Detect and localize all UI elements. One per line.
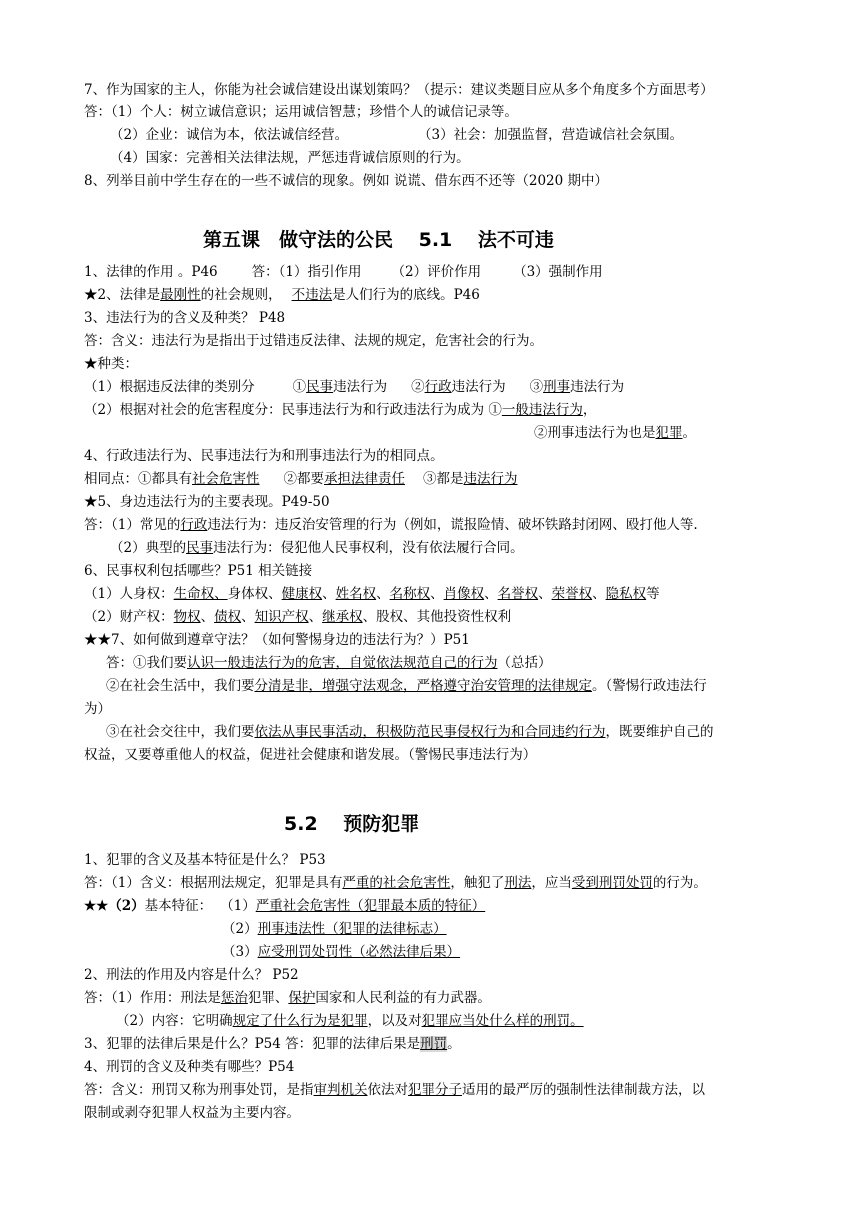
q7-title: 7、作为国家的主人，你能为社会诚信建设出谋划策吗？（提示：建议类题目应从多个角度多个方面思考）: [84, 82, 714, 98]
s52-line-3: ★★（2）基本特征： （1）严重社会危害性（犯罪最本质的特征）: [84, 898, 486, 914]
s51-line-18: 答：①我们要认识一般违法行为的危害，自觉依法规范自己的行为（总括）: [106, 655, 552, 671]
s51-line-20: 为）: [84, 701, 111, 717]
s51-line-17: ★★7、如何做到遵章守法？（如何警惕身边的违法行为？）P51: [84, 632, 470, 648]
s52-line-1: 1、犯罪的含义及基本特征是什么？ P53: [84, 852, 326, 868]
s52-line-11: 答：含义：刑罚又称为刑事处罚，是指审判机关依法对犯罪分子适用的最严厉的强制性法律制裁方法，以: [84, 1082, 705, 1098]
s51-line-7: （2）根据对社会的危害程度分：民事违法行为和行政违法行为成为 ①一般违法行为，: [84, 402, 597, 418]
s52-line-5: （3）应受刑罚处罚性（必然法律后果）: [222, 944, 461, 960]
s52-line-8: （2）内容：它明确规定了什么行为是犯罪，以及对犯罪应当处什么样的刑罚。: [116, 1013, 584, 1029]
s51-line-2: ★2、法律是最刚性的社会规则， 不违法是人们行为的底线。P46: [84, 287, 480, 303]
s51-line-5: ★种类：: [84, 356, 138, 372]
q7-answer-2: （2）企业：诚信为本，依法诚信经营。: [110, 127, 349, 143]
s51-line-6: （1）根据违反法律的类别分 ①民事违法行为 ②行政违法行为 ③刑事违法行为: [84, 379, 625, 395]
s51-line-15: （1）人身权：生命权、身体权、健康权、姓名权、名称权、肖像权、名誉权、荣誉权、隐私权等: [84, 586, 660, 602]
s51-line-4: 答：含义：违法行为是指出于过错违反法律、法规的规定，危害社会的行为。: [84, 333, 543, 349]
s51-line-1: 1、法律的作用 。P46 答：（1）指引作用 （2）评价作用 （3）强制作用: [84, 264, 603, 280]
q7-answer-4: （4）国家：完善相关法律法规，严惩违背诚信原则的行为。: [110, 150, 470, 166]
s51-line-11: ★5、身边违法行为的主要表现。P49-50: [84, 494, 330, 510]
s51-line-19: ②在社会生活中，我们要分清是非，增强守法观念，严格遵守治安管理的法律规定。（警惕行政违法行: [106, 678, 707, 694]
s52-line-12: 限制或剥夺犯罪人权益为主要内容。: [84, 1105, 300, 1121]
s51-line-8: ②刑事违法行为也是犯罪。: [534, 425, 696, 441]
s51-line-14: 6、民事权利包括哪些？P51 相关链接: [84, 563, 313, 579]
lesson5-title: 第五课 做守法的公民 5.1 法不可违: [203, 229, 554, 251]
s51-line-3: 3、违法行为的含义及种类？ P48: [84, 310, 286, 326]
s52-line-10: 4、刑罚的含义及种类有哪些？P54: [84, 1059, 295, 1075]
s52-line-9: 3、犯罪的法律后果是什么？P54 答：犯罪的法律后果是刑罚。: [84, 1036, 461, 1052]
q8-text: 8、列举目前中学生存在的一些不诚信的现象。例如 说谎、借东西不还等（2020 期中）: [84, 173, 609, 189]
s52-title: 5.2 预防犯罪: [284, 813, 420, 835]
q7-answer-1: 答：（1）个人：树立诚信意识；运用诚信智慧；珍惜个人的诚信记录等。: [84, 104, 518, 120]
q7-answer-3: （3）社会：加强监督，营造诚信社会氛围。: [418, 127, 684, 143]
s51-line-22: 权益，又要尊重他人的权益，促进社会健康和谐发展。（警惕民事违法行为）: [84, 747, 537, 763]
s52-line-6: 2、刑法的作用及内容是什么？ P52: [84, 967, 299, 983]
s51-line-9: 4、行政违法行为、民事违法行为和刑事违法行为的相同点。: [84, 448, 444, 464]
s52-line-2: 答：（1）含义：根据刑法规定，犯罪是具有严重的社会危害性，触犯了刑法，应当受到刑罚处罚的行为。: [84, 875, 707, 891]
s51-line-16: （2）财产权：物权、债权、知识产权、继承权、股权、其他投资性权利: [84, 609, 512, 625]
s51-line-21: ③在社会交往中，我们要依法从事民事活动，积极防范民事侵权行为和合同违约行为，既要维护自己的: [106, 724, 714, 740]
s52-line-7: 答：（1）作用：刑法是惩治犯罪、保护国家和人民利益的有力武器。: [84, 990, 491, 1006]
s51-line-12: 答：（1）常见的行政违法行为：违反治安管理的行为（例如，谎报险情、破坏铁路封闭网、殴打他人等.: [84, 517, 698, 533]
s52-line-4: （2）刑事违法性（犯罪的法律标志）: [222, 921, 447, 937]
s51-line-13: （2）典型的民事违法行为：侵犯他人民事权利，没有依法履行合同。: [110, 540, 524, 556]
s51-line-10: 相同点：①都具有社会危害性 ②都要承担法律责任 ③都是违法行为: [84, 471, 518, 487]
